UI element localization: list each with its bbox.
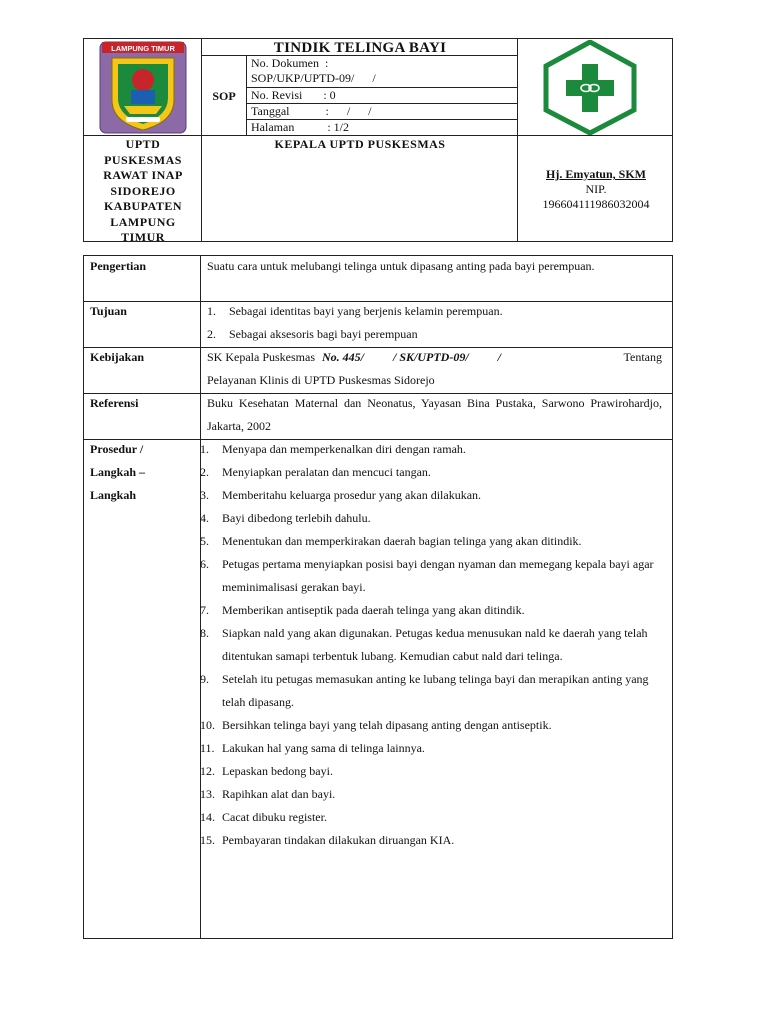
sop-content-table	[83, 255, 673, 939]
kebijakan-line2: Pelayanan Klinis di UPTD Puskesmas Sidorejo	[207, 373, 435, 387]
list-text: Setelah itu petugas memasukan anting ke lubang telinga bayi dan merapikan anting yang telah dipasang.	[222, 672, 649, 709]
section-label-prosedur	[90, 438, 145, 507]
organization-name	[84, 137, 202, 246]
list-item	[200, 737, 662, 760]
page-field: Halaman : 1/2	[251, 120, 349, 134]
list-number: 2.	[207, 327, 216, 341]
list-item	[200, 507, 662, 530]
list-number: 5.	[200, 534, 209, 548]
puskesmas-cross-logo-icon	[542, 40, 638, 135]
org-line: TIMUR	[121, 230, 165, 244]
referensi-text: Buku Kesehatan Maternal dan Neonatus, Yayasan Bina Pustaka, Sarwono Prawirohardjo, Jakarta, 2002	[207, 396, 662, 433]
list-item	[200, 461, 662, 484]
section-label-kebijakan: Kebijakan	[90, 350, 145, 364]
list-number: 11.	[200, 741, 215, 755]
kebijakan-text	[207, 346, 662, 392]
org-line: UPTD	[125, 137, 161, 151]
approver-title: KEPALA UPTD PUSKESMAS	[274, 137, 446, 151]
list-item	[200, 438, 662, 461]
org-line: KABUPATEN	[103, 199, 183, 213]
org-line: RAWAT INAP	[103, 168, 183, 182]
signer-block	[518, 167, 674, 212]
nip-value: 196604111986032004	[542, 197, 650, 211]
list-text: Sebagai aksesoris bagi bayi perempuan	[229, 327, 418, 341]
list-item	[200, 829, 662, 852]
list-number: 12.	[200, 764, 215, 778]
list-number: 14.	[200, 810, 215, 824]
list-item	[207, 323, 662, 346]
prosedur-steps-list	[200, 438, 662, 852]
list-text: Petugas pertama menyiapkan posisi bayi dengan nyaman dan memegang kepala bayi agar meminimalisasi gerakan bayi.	[222, 557, 654, 594]
list-item	[200, 530, 662, 553]
list-text: Menyapa dan memperkenalkan diri dengan ramah.	[222, 442, 466, 456]
list-item	[200, 714, 662, 737]
list-text: Lepaskan bedong bayi.	[222, 764, 333, 778]
list-text: Memberikan antiseptik pada daerah telinga yang akan ditindik.	[222, 603, 525, 617]
prosedur-label-line: Prosedur /	[90, 442, 144, 456]
list-number: 1.	[207, 304, 216, 318]
list-text: Menentukan dan memperkirakan daerah bagian telinga yang akan ditindik.	[222, 534, 582, 548]
nip-label: NIP.	[585, 182, 607, 196]
sop-header-table	[83, 38, 673, 242]
list-number: 15.	[200, 833, 215, 847]
list-number: 7.	[200, 603, 209, 617]
list-number: 8.	[200, 626, 209, 640]
list-item	[200, 760, 662, 783]
list-text: Sebagai identitas bayi yang berjenis kelamin perempuan.	[229, 304, 503, 318]
list-number: 10.	[200, 718, 215, 732]
list-text: Lakukan hal yang sama di telinga lainnya.	[222, 741, 425, 755]
org-line: SIDOREJO	[110, 183, 176, 198]
doc-no-label: No. Dokumen :	[251, 56, 329, 70]
list-item	[200, 553, 662, 599]
org-line: PUSKESMAS	[104, 152, 182, 167]
prosedur-label-line: Langkah	[90, 488, 137, 502]
sop-label: SOP	[212, 89, 236, 103]
list-number: 3.	[200, 488, 209, 502]
list-text: Cacat dibuku register.	[222, 810, 327, 824]
section-label-referensi: Referensi	[90, 396, 139, 410]
prosedur-label-line: Langkah –	[90, 465, 146, 479]
list-text: Menyiapkan peralatan dan mencuci tangan.	[222, 465, 431, 479]
signer-name: Hj. Emyatun, SKM	[545, 167, 646, 181]
list-text: Memberitahu keluarga prosedur yang akan dilakukan.	[222, 488, 482, 502]
list-item	[200, 783, 662, 806]
list-number: 1.	[200, 442, 209, 456]
list-item	[200, 668, 662, 714]
list-number: 13.	[200, 787, 215, 801]
org-line: LAMPUNG	[110, 214, 176, 229]
tujuan-list	[207, 300, 662, 346]
list-text: Siapkan nald yang akan digunakan. Petugas kedua menusukan nald ke daerah yang telah ditentukan samapi terbentuk lubang. Kemudian cabut nald dari telinga.	[222, 626, 648, 663]
date-field: Tanggal : / /	[251, 104, 372, 118]
list-item	[200, 622, 662, 668]
list-number: 9.	[200, 672, 209, 686]
section-label-pengertian: Pengertian	[90, 259, 146, 273]
emblem-title: LAMPUNG TIMUR	[111, 44, 175, 53]
doc-no-value: SOP/UKP/UPTD-09/ /	[251, 71, 376, 85]
pengertian-text: Suatu cara untuk melubangi telinga untuk dipasang anting pada bayi perempuan.	[207, 259, 595, 273]
list-item	[200, 599, 662, 622]
list-item	[200, 484, 662, 507]
kebijakan-no: No. 445/	[322, 350, 364, 364]
list-item	[207, 300, 662, 323]
list-number: 4.	[200, 511, 209, 525]
list-item	[200, 806, 662, 829]
list-text: Bayi dibedong terlebih dahulu.	[222, 511, 371, 525]
list-text: Bersihkan telinga bayi yang telah dipasang anting dengan antiseptik.	[222, 718, 552, 732]
list-text: Pembayaran tindakan dilakukan diruangan KIA.	[222, 833, 455, 847]
kebijakan-prefix: SK Kepala Puskesmas	[207, 350, 315, 364]
section-label-tujuan: Tujuan	[90, 304, 127, 318]
kebijakan-sk: / SK/UPTD-09/	[393, 350, 469, 364]
kebijakan-slash: /	[497, 350, 502, 364]
kebijakan-tentang: Tentang	[623, 350, 662, 364]
list-number: 6.	[200, 557, 209, 571]
revision-field: No. Revisi : 0	[251, 88, 336, 102]
list-text: Rapihkan alat dan bayi.	[222, 787, 336, 801]
document-title: TINDIK TELINGA BAYI	[273, 40, 447, 56]
lampung-timur-emblem-icon	[98, 40, 188, 135]
list-number: 2.	[200, 465, 209, 479]
